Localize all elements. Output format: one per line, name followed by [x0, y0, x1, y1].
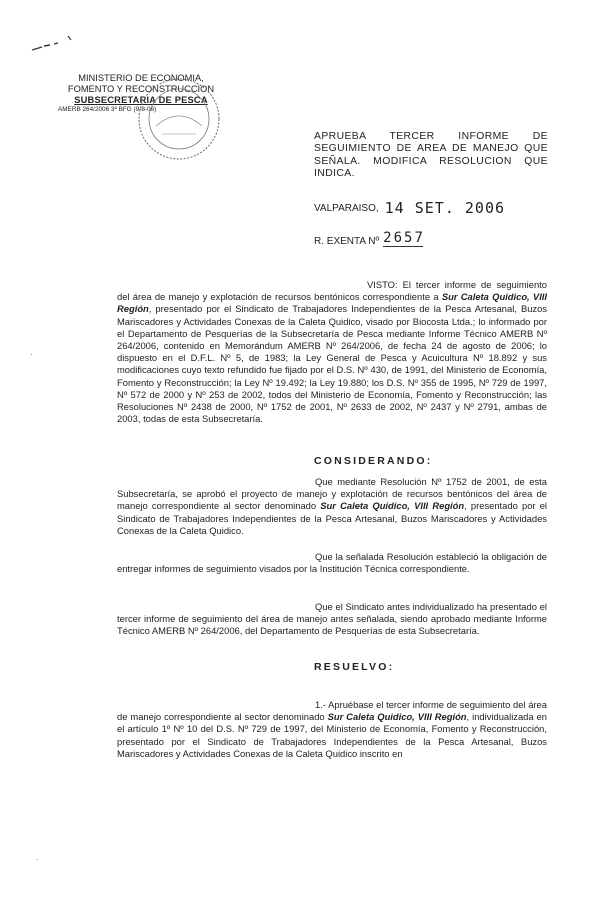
scan-artifact-dot-2: · — [36, 855, 39, 864]
stamped-date: 14 SET. 2006 — [384, 199, 506, 217]
considerando-3-text: Que el Sindicato antes individualizado ha presentado el tercer informe de seguimiento del área de manejo antes señalada, siendo aprobado mediante Informe Técnico AMERB Nº 264/2006, del Departamento de Pesquerías de esta Subsecretaría. — [117, 601, 547, 637]
considerando-paragraph-1 — [117, 476, 547, 537]
resolution-number — [314, 232, 423, 249]
considerando-paragraph-2 — [117, 551, 547, 575]
visto-text-1: El tercer informe de seguimiento del área de manejo y explotación de recursos bentónicos correspondiente a — [117, 279, 547, 303]
handwritten-mark — [28, 32, 80, 56]
subsecretaria-name: SUBSECRETARIA DE PESCA — [74, 95, 208, 105]
title-line-1: APRUEBA TERCER INFORME DE — [314, 131, 548, 142]
visto-paragraph — [117, 279, 547, 425]
resuelvo-paragraph-1 — [117, 699, 547, 760]
official-seal-stamp — [136, 76, 222, 162]
place-label: VALPARAISO, — [314, 203, 379, 214]
place-date — [314, 197, 505, 215]
title-line-4: INDICA. — [314, 168, 355, 180]
considerando-paragraph-3 — [117, 601, 547, 638]
considerando-1-area-name: Sur Caleta Quidico, VIII Región — [320, 500, 465, 512]
resuelvo-1-area-name: Sur Caleta Quidico, VIII Región — [327, 711, 467, 723]
resuelvo-1-text-a: 1.- Apruébase el tercer informe de seguimiento del área de manejo correspondiente al sector denominado — [117, 699, 547, 723]
reference-code: AMERB 264/2006 3ª BFG (9-8-06) — [58, 106, 157, 113]
title-line-3: SEÑALA. MODIFICA RESOLUCION QUE — [314, 155, 548, 167]
resuelvo-1-text-c: , individualizada en el artículo 1º Nº 10 del D.S. Nº 729 de 1997, del Ministerio de Economía, Fomento y Reconstrucción, presentado por el Sindicato de Trabajadores Independientes de la Pesca Artesanal, Buzos Mariscadores y Actividades Conexas de la Caleta Quidico inscrito en — [117, 711, 547, 759]
considerando-heading: CONSIDERANDO: — [314, 455, 433, 467]
considerando-2-text: Que la señalada Resolución estableció la obligación de entregar informes de seguimiento visados por la Institución Técnica correspondiente. — [117, 551, 547, 575]
title-line-2: SEGUIMIENTO DE AREA DE MANEJO QUE — [314, 143, 548, 155]
ministry-name-2: FOMENTO Y RECONSTRUCCION — [67, 84, 215, 94]
resuelvo-heading: RESUELVO: — [314, 661, 395, 673]
ministry-name: MINISTERIO DE ECONOMIA, — [78, 73, 204, 83]
resolution-number-value: 2657 — [383, 230, 425, 246]
considerando-1-text-c: , presentado por el Sindicato de Trabajadores Independientes de la Pesca Artesanal, Buzos Mariscadores y Actividades Conexas de la Caleta Quidico. — [117, 500, 547, 536]
visto-area-name: Sur Caleta Quidico, VIII Región — [117, 291, 548, 315]
visto-text-2: , presentado por el Sindicato de Trabajadores Independientes de la Pesca Artesanal, Buzos Mariscadores y Actividades Conexas de la Caleta Quidico, visado por Biocosta Ltda.; lo informado por el Departamento de Pesquerías de la Subsecretaría de Pesca mediante Informe Técnico AMERB Nº 264/2006, contenido en Memorándum AMERB Nº 264/2006, de fecha 24 de agosto de 2006; lo dispuesto en el D.F.L. Nº 5, de 1983; la Ley General de Pesca y Acuicultura Nº 18.892 y sus modificaciones cuyo texto refundido fue fijado por el D.S. Nº 430, de 1991, del Ministerio de Economía, Fomento y Reconstrucción; la Ley Nº 19.492; la Ley 19.880; los D.S. Nº 355 de 1995, Nº 729 de 1997, Nº 572 de 2000 y Nº 253 de 2002, todos del Ministerio de Economía, Fomento y Reconstrucción; las Resoluciones Nº 2438 de 2000, Nº 1752 de 2001, Nº 2633 de 2002, Nº 2437 y Nº 2791, ambas de 2003, todas de esta Subsecretaría. — [117, 303, 547, 425]
considerando-1-text-a: Que mediante Resolución Nº 1752 de 2001, de esta Subsecretaría, se aprobó el proyecto de manejo y explotación de recursos bentónicos del área de manejo correspondiente al sector denominado — [117, 476, 547, 512]
resolution-label: R. EXENTA Nº — [314, 236, 380, 247]
visto-label: VISTO: — [367, 279, 398, 290]
document-title — [314, 131, 548, 181]
scan-artifact-dot: · — [30, 350, 33, 359]
